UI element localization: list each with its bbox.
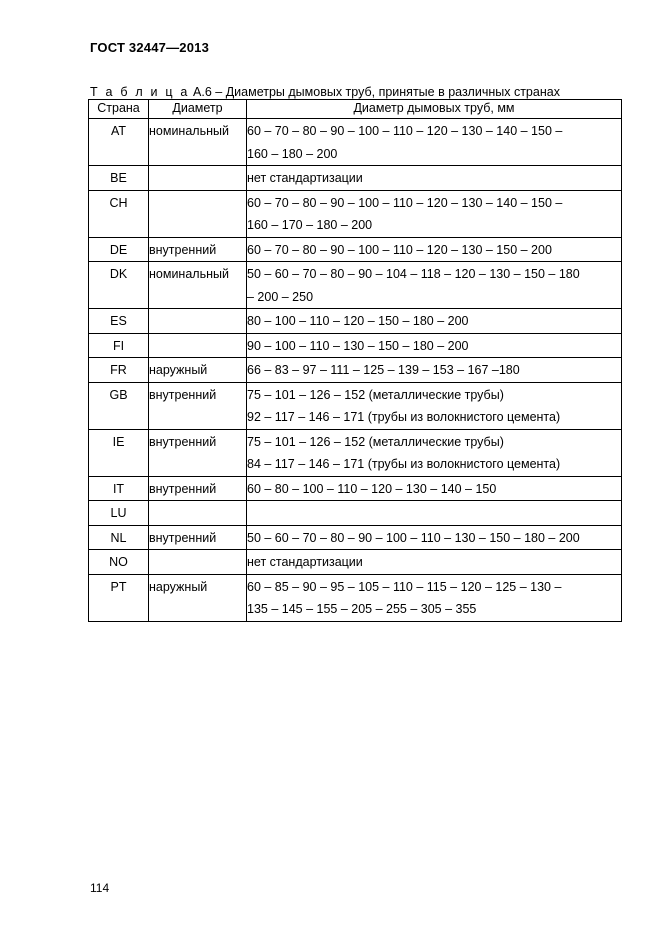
country-cell: FR — [89, 358, 149, 383]
country-cell: NO — [89, 550, 149, 575]
diameter-values-line: 90 – 100 – 110 – 130 – 150 – 180 – 200 — [247, 338, 469, 353]
column-header-diameters: Диаметр дымовых труб, мм — [247, 100, 622, 119]
diameters-cell — [247, 119, 622, 166]
table-caption — [90, 85, 560, 99]
country-cell: FI — [89, 333, 149, 358]
diameters-cell — [247, 333, 622, 358]
diameters-cell — [247, 429, 622, 476]
table-row — [89, 382, 622, 429]
table-row — [89, 525, 622, 550]
diameter-values-line: 50 – 60 – 70 – 80 – 90 – 104 – 118 – 120 – 130 – 150 – 180 — [247, 267, 580, 281]
country-cell: NL — [89, 525, 149, 550]
diameter-values-line: 75 – 101 – 126 – 152 (металлические трубы) — [247, 434, 504, 449]
diameter-values-line: – 200 – 250 — [247, 289, 314, 304]
table-row — [89, 333, 622, 358]
diameter-values-line: 92 – 117 – 146 – 171 (трубы из волокнистого цемента) — [247, 410, 561, 424]
table-row — [89, 237, 622, 262]
table-row — [89, 309, 622, 334]
diameters-cell — [247, 476, 622, 501]
diameter-type-cell: номинальный — [149, 119, 247, 166]
table-row — [89, 550, 622, 575]
table-caption-label: Т а б л и ц а — [90, 85, 190, 99]
diameters-cell — [247, 574, 622, 621]
table-body — [89, 119, 622, 622]
diameter-type-cell — [149, 333, 247, 358]
table-row — [89, 119, 622, 166]
country-cell: PT — [89, 574, 149, 621]
diameter-type-cell — [149, 166, 247, 191]
document-id-header: ГОСТ 32447—2013 — [90, 40, 209, 55]
diameter-values-line: 60 – 70 – 80 – 90 – 100 – 110 – 120 – 130 – 150 – 200 — [247, 242, 552, 257]
table-row — [89, 358, 622, 383]
country-cell: DK — [89, 262, 149, 309]
country-cell: GB — [89, 382, 149, 429]
page-number: 114 — [90, 881, 110, 895]
country-cell: CH — [89, 190, 149, 237]
diameters-cell — [247, 166, 622, 191]
table-row — [89, 501, 622, 526]
diameters-cell — [247, 309, 622, 334]
table-caption-text: А.6 – Диаметры дымовых труб, принятые в различных странах — [189, 85, 560, 99]
diameter-values-line: 60 – 80 – 100 – 110 – 120 – 130 – 140 – 150 — [247, 481, 497, 496]
diameter-type-cell: наружный — [149, 358, 247, 383]
table-row — [89, 476, 622, 501]
table-header — [89, 100, 622, 119]
country-cell: IE — [89, 429, 149, 476]
country-cell: ES — [89, 309, 149, 334]
diameter-values-line: нет стандартизации — [247, 555, 363, 569]
diameter-values-line: нет стандартизации — [247, 171, 363, 185]
chimney-diameters-table — [88, 99, 622, 622]
column-header-country: Страна — [89, 100, 149, 119]
diameter-type-cell — [149, 550, 247, 575]
diameters-cell — [247, 262, 622, 309]
table-row — [89, 574, 622, 621]
diameter-type-cell — [149, 309, 247, 334]
diameter-values-line: 160 – 180 – 200 — [247, 146, 338, 161]
table-row — [89, 166, 622, 191]
diameter-type-cell — [149, 501, 247, 526]
diameter-values-line: 80 – 100 – 110 – 120 – 150 – 180 – 200 — [247, 314, 469, 328]
country-cell: DE — [89, 237, 149, 262]
diameter-type-cell: номинальный — [149, 262, 247, 309]
diameter-type-cell — [149, 190, 247, 237]
diameter-values-line: 50 – 60 – 70 – 80 – 90 – 100 – 110 – 130 – 150 – 180 – 200 — [247, 530, 580, 545]
diameter-values-line: 135 – 145 – 155 – 205 – 255 – 305 – 355 — [247, 602, 477, 616]
diameter-type-cell: наружный — [149, 574, 247, 621]
diameter-type-cell: внутренний — [149, 525, 247, 550]
diameter-values-line: 60 – 70 – 80 – 90 – 100 – 110 – 120 – 130 – 140 – 150 – — [247, 124, 563, 138]
country-cell: IT — [89, 476, 149, 501]
diameters-cell — [247, 190, 622, 237]
diameters-cell — [247, 237, 622, 262]
country-cell: LU — [89, 501, 149, 526]
diameter-values-line: 60 – 70 – 80 – 90 – 100 – 110 – 120 – 130 – 140 – 150 – — [247, 195, 563, 210]
table-row — [89, 262, 622, 309]
country-cell: AT — [89, 119, 149, 166]
diameter-values-line: 160 – 170 – 180 – 200 — [247, 218, 373, 232]
diameter-values-line: 66 – 83 – 97 – 111 – 125 – 139 – 153 – 167 –180 — [247, 363, 520, 377]
diameters-cell — [247, 358, 622, 383]
country-cell: BE — [89, 166, 149, 191]
table-row — [89, 429, 622, 476]
table-row — [89, 190, 622, 237]
diameter-type-cell: внутренний — [149, 429, 247, 476]
column-header-diameter-type: Диаметр — [149, 100, 247, 119]
diameter-type-cell: внутренний — [149, 237, 247, 262]
diameters-cell — [247, 550, 622, 575]
diameter-type-cell: внутренний — [149, 476, 247, 501]
diameters-cell — [247, 501, 622, 526]
diameters-cell — [247, 382, 622, 429]
header-row — [89, 100, 622, 119]
diameter-values-line: 60 – 85 – 90 – 95 – 105 – 110 – 115 – 120 – 125 – 130 – — [247, 579, 562, 594]
diameter-values-line: 84 – 117 – 146 – 171 (трубы из волокнистого цемента) — [247, 457, 561, 471]
diameter-type-cell: внутренний — [149, 382, 247, 429]
diameters-cell — [247, 525, 622, 550]
diameter-values-line: 75 – 101 – 126 – 152 (металлические трубы) — [247, 387, 504, 402]
